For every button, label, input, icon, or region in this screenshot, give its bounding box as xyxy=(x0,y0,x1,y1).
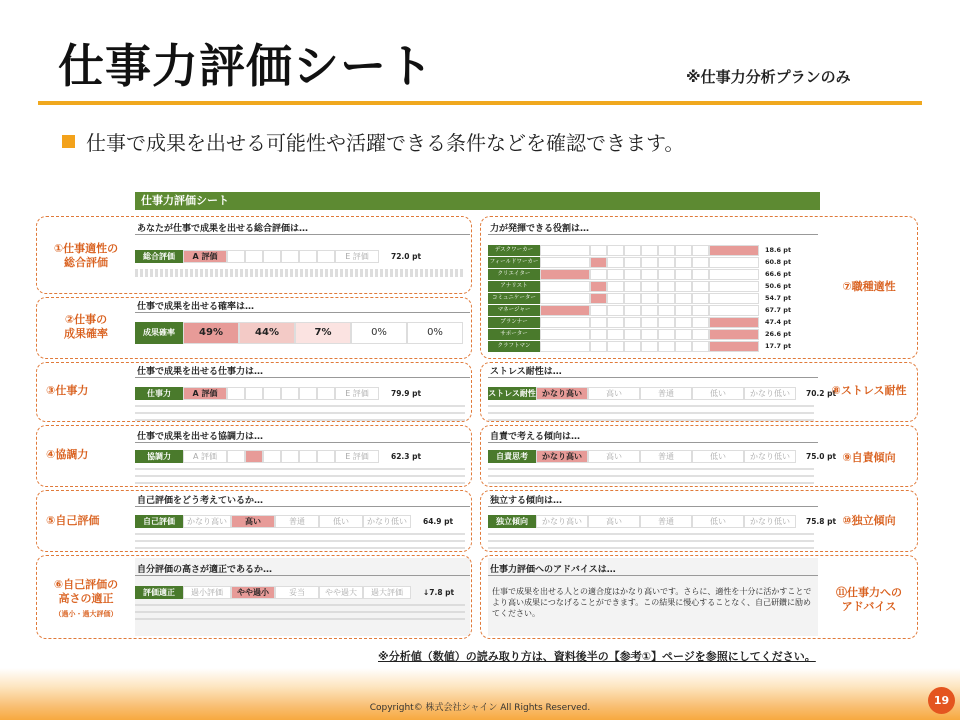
advice-text: 仕事で成果を出せる人との適合度はかなり高いです。さらに、適性を十分に活かすことでより高い成果につなげることができます。この結果に慢心することなく、自己研鑽に励めてください。 xyxy=(492,587,812,618)
scale-cell: 高い xyxy=(588,387,640,400)
footnote: ※分析値（数値）の読み取り方は、資料後半の【参考①】ページを参照にしてください。 xyxy=(378,650,816,663)
role-name: マネージャー xyxy=(488,305,540,316)
scale-cell-selected: かなり高い xyxy=(536,387,588,400)
role-name: フィールドワーカー xyxy=(488,257,540,268)
section-header-self-blame: 自責で考える傾向は… xyxy=(488,429,818,443)
sheet-title-bar: 仕事力評価シート xyxy=(135,192,820,210)
overall-points: 72.0 pt xyxy=(391,252,422,261)
scale-cell: かなり高い xyxy=(183,515,231,528)
cooperation-a-cell: A 評価 xyxy=(183,450,227,463)
work-power-label: 仕事力 xyxy=(135,387,183,400)
scale-cell: 過大評価 xyxy=(363,586,411,599)
scale-cell: 妥当 xyxy=(275,586,319,599)
probability-value: 7% xyxy=(295,322,351,344)
self-blame-points: 75.0 pt xyxy=(806,452,837,461)
callout-sublabel-adequacy: （過小・過大評価） xyxy=(54,610,118,618)
role-name: コミュニケーター xyxy=(488,293,540,304)
scale-cell: 低い xyxy=(692,387,744,400)
scale-cell: 高い xyxy=(588,450,640,463)
copyright-text: Copyright© 株式会社シャイン All Rights Reserved. xyxy=(369,703,591,713)
self-evaluation-points: 64.9 pt xyxy=(423,517,454,526)
scale-cell-selected: やや過小 xyxy=(231,586,275,599)
scale-cell: 過小評価 xyxy=(183,586,231,599)
section-header-probability: 仕事で成果を出せる確率は… xyxy=(135,299,470,313)
scale-cell: 高い xyxy=(588,515,640,528)
callout-label-self-evaluation: ⑤自己評価 xyxy=(46,514,100,527)
overall-grade: A 評価 xyxy=(183,250,227,263)
scale-cell: 普通 xyxy=(640,450,692,463)
scale-cell-selected: 高い xyxy=(231,515,275,528)
scale-cell: かなり低い xyxy=(363,515,411,528)
role-name: プランナー xyxy=(488,317,540,328)
title-underline xyxy=(38,101,922,105)
callout-label-adequacy: ⑥自己評価の 高さの適正 xyxy=(53,578,119,605)
callout-label-cooperation: ④協調力 xyxy=(46,448,89,461)
scale-cell: 普通 xyxy=(275,515,319,528)
scale-cell: かなり高い xyxy=(536,515,588,528)
grade-e-cell: E 評価 xyxy=(335,387,379,400)
scale-cell: やや過大 xyxy=(319,586,363,599)
stress-label: ストレス耐性 xyxy=(488,389,536,398)
scale-cell: 普通 xyxy=(640,387,692,400)
role-points: 66.6 pt xyxy=(765,270,792,278)
probability-label: 成果確率 xyxy=(135,322,183,344)
page-title: 仕事力評価シート xyxy=(58,39,434,93)
section-header-self-evaluation: 自己評価をどう考えているか… xyxy=(135,493,470,507)
role-points: 26.6 pt xyxy=(765,330,792,338)
self-evaluation-label: 自己評価 xyxy=(135,515,183,528)
role-points: 67.7 pt xyxy=(765,306,792,314)
callout-label-probability: ②仕事の 成果確率 xyxy=(64,313,108,340)
scale-cell: かなり低い xyxy=(744,515,796,528)
cooperation-points: 62.3 pt xyxy=(391,452,422,461)
work-power-grade: A 評価 xyxy=(183,387,227,400)
callout-label-overall: ①仕事適性の 総合評価 xyxy=(53,242,119,269)
section-header-work-power: 仕事で成果を出せる仕事力は… xyxy=(135,364,470,378)
callout-label-advice: ⑪仕事力への アドバイス xyxy=(836,586,902,613)
self-blame-label: 自責思考 xyxy=(488,450,536,463)
section-header-independence: 独立する傾向は… xyxy=(488,493,818,507)
role-points: 47.4 pt xyxy=(765,318,792,326)
role-name: クラフトマン xyxy=(488,341,540,352)
probability-value: 44% xyxy=(239,322,295,344)
role-name: アナリスト xyxy=(488,281,540,292)
role-points: 18.6 pt xyxy=(765,246,792,254)
page-number-badge: 19 xyxy=(928,687,955,714)
section-header-overall: あなたが仕事で成果を出せる総合評価は… xyxy=(135,221,470,235)
probability-value: 0% xyxy=(351,322,407,344)
scale-cell: 普通 xyxy=(640,515,692,528)
scale-cell: かなり低い xyxy=(744,387,796,400)
callout-label-independence: ⑩独立傾向 xyxy=(842,514,896,527)
adequacy-label: 評価適正 xyxy=(135,586,183,599)
adequacy-points: ↓7.8 pt xyxy=(423,588,455,597)
independence-label: 独立傾向 xyxy=(488,515,536,528)
section-header-roles: 力が発揮できる役割は… xyxy=(488,221,818,235)
callout-label-roles: ⑦職種適性 xyxy=(842,280,896,293)
scale-cell: 低い xyxy=(692,450,744,463)
probability-value: 0% xyxy=(407,322,463,344)
plan-note: ※仕事力分析プランのみ xyxy=(686,68,851,86)
role-name: サポーター xyxy=(488,329,540,340)
callout-label-stress: ⑧ストレス耐性 xyxy=(831,384,907,397)
scale-cell: かなり低い xyxy=(744,450,796,463)
role-name: クリエイター xyxy=(488,269,540,280)
role-points: 17.7 pt xyxy=(765,342,792,350)
grade-e-cell: E 評価 xyxy=(335,250,379,263)
probability-value: 49% xyxy=(183,322,239,344)
role-points: 54.7 pt xyxy=(765,294,792,302)
section-header-stress: ストレス耐性は… xyxy=(488,364,818,378)
stress-points: 70.2 pt xyxy=(806,389,837,398)
callout-label-self-blame: ⑨自責傾向 xyxy=(842,451,896,464)
section-header-adequacy: 自分評価の高さが適正であるか… xyxy=(135,562,470,576)
independence-points: 75.8 pt xyxy=(806,517,837,526)
role-points: 60.8 pt xyxy=(765,258,792,266)
work-power-points: 79.9 pt xyxy=(391,389,422,398)
grade-e-cell: E 評価 xyxy=(335,450,379,463)
section-header-cooperation: 仕事で成果を出せる協調力は… xyxy=(135,429,470,443)
scale-cell: 低い xyxy=(319,515,363,528)
cooperation-label: 協調力 xyxy=(135,450,183,463)
lead-text: 仕事で成果を出せる可能性や活躍できる条件などを確認できます。 xyxy=(86,131,685,155)
role-name: デスクワーカー xyxy=(488,245,540,256)
scale-cell-selected: かなり高い xyxy=(536,450,588,463)
bullet-square-icon xyxy=(62,135,75,148)
section-header-advice: 仕事力評価へのアドバイスは… xyxy=(488,562,818,576)
callout-label-work-power: ③仕事力 xyxy=(46,384,89,397)
scale-cell: 低い xyxy=(692,515,744,528)
overall-label: 総合評価 xyxy=(135,250,183,263)
role-points: 50.6 pt xyxy=(765,282,792,290)
